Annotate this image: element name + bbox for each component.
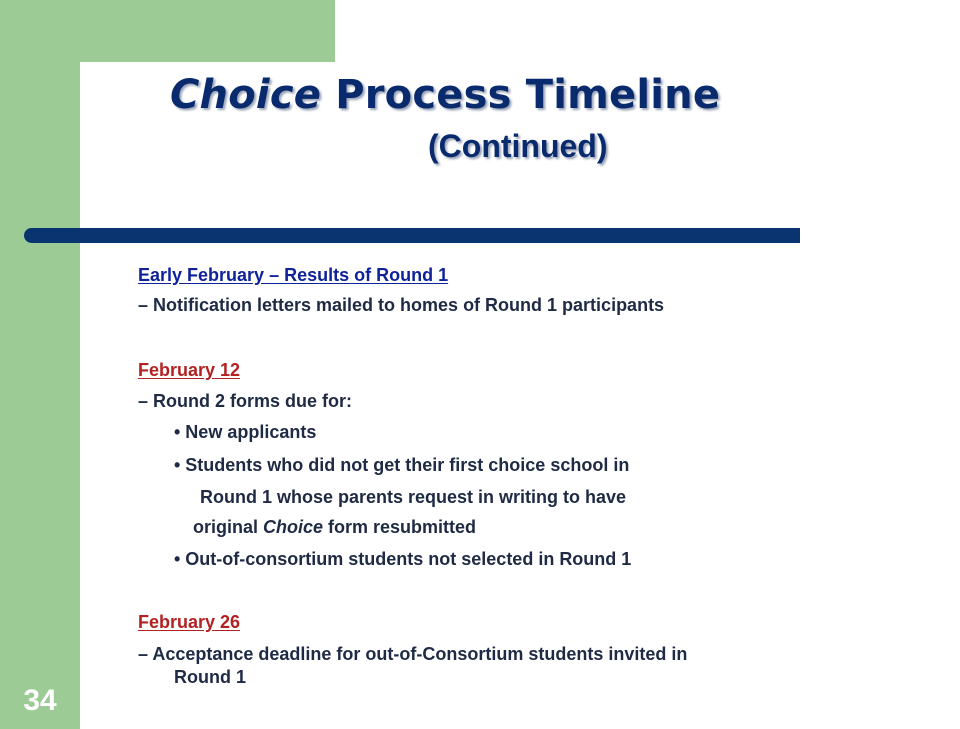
left-accent-bar <box>0 0 80 729</box>
slide-title <box>170 72 720 118</box>
title-emphasis: Choice <box>170 72 322 118</box>
round2-forms-line: – Round 2 forms due for: <box>138 391 353 411</box>
bullet-first-choice: • Students who did not get their first choice school in <box>174 455 630 475</box>
section-heading-early-february: Early February – Results of Round 1 <box>138 265 449 285</box>
notification-line: – Notification letters mailed to homes of Round 1 participants <box>138 295 665 315</box>
title-rest: Process Timeline <box>321 72 721 118</box>
bullet-first-choice-cont2 <box>193 516 476 538</box>
bullet-first-choice-cont1: Round 1 whose parents request in writing to have <box>200 487 627 507</box>
slide-number: 34 <box>23 684 57 717</box>
bullet-out-of-consortium: • Out-of-consortium students not selected in Round 1 <box>174 549 632 569</box>
bullet-new-applicants: • New applicants <box>174 422 317 442</box>
slide-subtitle: (Continued) <box>428 128 608 164</box>
cont2-emphasis: Choice <box>263 517 324 537</box>
acceptance-deadline-cont: Round 1 <box>174 667 246 687</box>
acceptance-deadline-line: – Acceptance deadline for out-of-Consortium students invited in <box>138 644 688 664</box>
cont2-post: form resubmitted <box>323 517 477 537</box>
top-accent-bar <box>0 0 335 62</box>
section-heading-february-26: February 26 <box>138 612 241 632</box>
section-heading-february-12: February 12 <box>138 360 241 380</box>
cont2-pre: original <box>193 517 264 537</box>
title-divider <box>24 228 800 243</box>
